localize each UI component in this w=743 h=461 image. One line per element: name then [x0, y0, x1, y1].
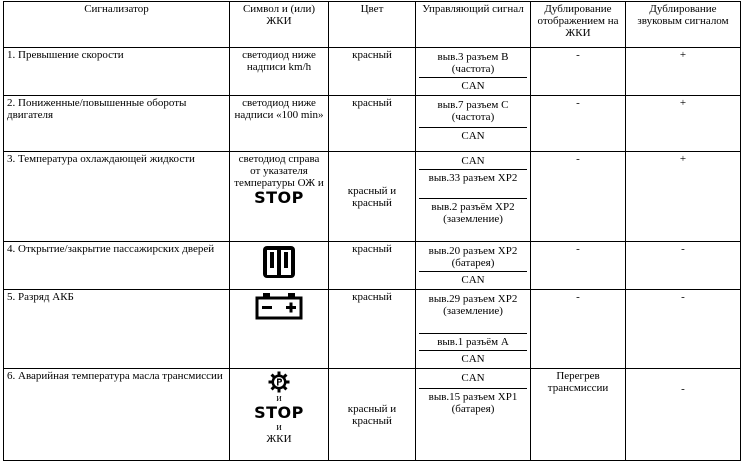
and-label: и	[276, 422, 282, 433]
sound-dup-cell: +	[626, 96, 741, 152]
sound-dup-cell: -	[626, 242, 741, 290]
lcd-dup-cell: -	[531, 242, 626, 290]
table-row	[4, 242, 741, 290]
lcd-dup-cell: -	[531, 48, 626, 96]
transmission-gear-icon	[268, 371, 290, 393]
signal-item: CAN	[461, 274, 485, 286]
signal-cell	[416, 48, 531, 96]
sound-dup-cell: +	[626, 152, 741, 242]
lcd-dup-cell: -	[531, 96, 626, 152]
sound-dup-cell: +	[626, 48, 741, 96]
signal-item: выв.33 разъем XP2	[419, 170, 527, 199]
color-cell: красный и красный	[329, 152, 416, 242]
signal-item: выв.3 разъем B (частота)	[419, 49, 527, 78]
table-row	[4, 48, 741, 96]
signal-item: выв.20 разъем XP2 (батарея)	[419, 243, 527, 272]
header-color: Цвет	[329, 2, 416, 48]
symbol-cell	[230, 369, 329, 461]
table-row	[4, 290, 741, 369]
header-row	[4, 2, 741, 48]
symbol-cell: светодиод ниже надписи «100 min»	[230, 96, 329, 152]
stop-label: STOP	[254, 403, 304, 422]
indicator-name: 2. Пониженные/повышенные обороты двигателя	[4, 96, 230, 152]
signal-item: выв.1 разъём А	[419, 334, 527, 351]
doors-icon	[260, 243, 298, 281]
table-row	[4, 96, 741, 152]
symbol-cell	[230, 242, 329, 290]
stop-label: STOP	[254, 188, 304, 207]
indicator-name: 6. Аварийная температура масла трансмиссии	[4, 369, 230, 461]
signal-item: CAN	[419, 370, 527, 389]
table-row	[4, 369, 741, 461]
color-cell: красный	[329, 96, 416, 152]
signal-item: выв.15 разъем XP1 (батарея)	[428, 391, 518, 415]
header-indicator: Сигнализатор	[4, 2, 230, 48]
header-lcd-duplication: Дублирование отображением на ЖКИ	[531, 2, 626, 48]
indicator-table	[3, 1, 741, 461]
symbol-cell: светодиод ниже надписи km/h	[230, 48, 329, 96]
indicator-name: 4. Открытие/закрытие пассажирских дверей	[4, 242, 230, 290]
signal-cell	[416, 152, 531, 242]
signal-item: CAN	[461, 353, 485, 365]
header-control-signal: Управляющий сигнал	[416, 2, 531, 48]
symbol-cell	[230, 290, 329, 369]
symbol-cell	[230, 152, 329, 242]
table-row	[4, 152, 741, 242]
and-label: и	[276, 393, 282, 404]
signal-item: выв.2 разъём XP2 (заземление)	[431, 201, 515, 225]
signal-item: выв.7 разъем C (частота)	[419, 97, 527, 128]
signal-cell	[416, 96, 531, 152]
header-sound-duplication: Дублирование звуковым сигналом	[626, 2, 741, 48]
symbol-text: светодиод справа от указателя температуры ОЖ и	[234, 153, 324, 189]
indicator-name: 5. Разряд АКБ	[4, 290, 230, 369]
color-cell: красный	[329, 48, 416, 96]
lcd-dup-cell: -	[531, 290, 626, 369]
signal-item: CAN	[419, 153, 527, 170]
indicator-name: 3. Температура охлаждающей жидкости	[4, 152, 230, 242]
indicator-name: 1. Превышение скорости	[4, 48, 230, 96]
signal-item: выв.29 разъем XP2 (заземление)	[419, 291, 527, 334]
lcd-dup-cell: Перегрев трансмиссии	[531, 369, 626, 461]
signal-item: CAN	[461, 80, 485, 92]
battery-icon	[254, 291, 304, 321]
sound-dup-cell: -	[626, 290, 741, 369]
color-cell: красный и красный	[329, 369, 416, 461]
sound-dup-cell: -	[626, 369, 741, 461]
lcd-label: ЖКИ	[266, 433, 292, 445]
header-symbol: Символ и (или) ЖКИ	[230, 2, 329, 48]
signal-cell	[416, 242, 531, 290]
color-cell: красный	[329, 290, 416, 369]
signal-item: CAN	[461, 130, 485, 142]
color-cell: красный	[329, 242, 416, 290]
signal-cell	[416, 369, 531, 461]
lcd-dup-cell: -	[531, 152, 626, 242]
signal-cell	[416, 290, 531, 369]
